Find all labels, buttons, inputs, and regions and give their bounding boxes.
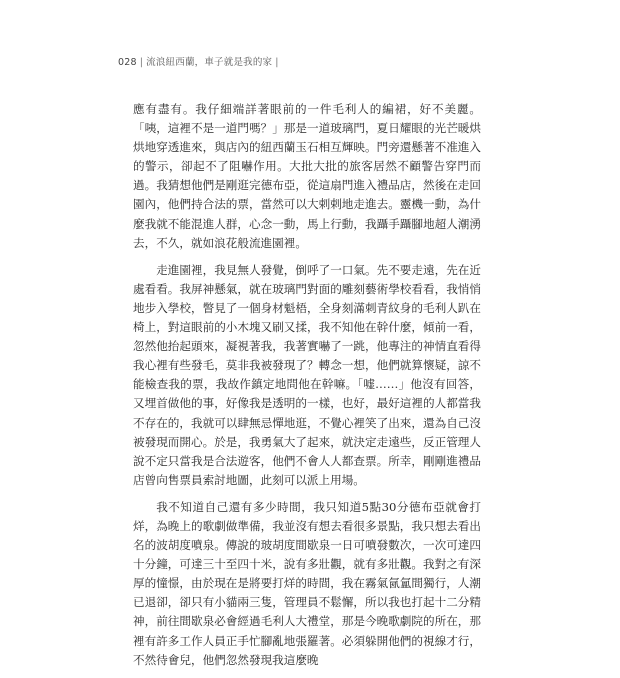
book-title: 流浪紐西蘭，車子就是我的家: [146, 57, 273, 68]
paragraph-3: 我不知道自己還有多少時間，我只知道5點30分德布亞就會打烊，為晚上的歌劇做準備，我並沒有想去看很多景點，我只想去看出名的波胡度噴泉。傳說的玻胡度間歇泉一日可噴發數次，一次可達四十分鐘，可達三十至四十米，說有多壯觀，就有多壯觀。我對之有深厚的憧憬，由於現在是將要打烊的時間，我在霧氣氤氳間獨行，人潮已退卻，卻只有小貓兩三隻，管理員不鬆懈，所以我也打起十二分精神，前往間歇泉必會經過毛利人大禮堂，那是今晚歌劇院的所在，那裡有許多工作人員正手忙腳亂地張羅著。必須躲開他們的視線才行，不然待會兒，他們忽然發現我這麼晚: [133, 499, 481, 667]
paragraph-1: 應有盡有。我仔細端詳著眼前的一件毛利人的編裙，好不美麗。「咦，這裡不是一道門嗎？」那是一道玻璃門，夏日耀眼的光芒暖烘烘地穿透進來，與店內的紐西蘭玉石相互輝映。門旁還懸著不准進入的警示，卻起不了阻嚇作用。大批大批的旅客居然不顧警告穿門而過。我猜想他們是剛逛完德布亞，從這扇門進入禮品店，然後在走回園內，他們持合法的票，當然可以大剌剌地走進去。靈機一動，為什麼我就不能混進人群，心念一動，馬上行動，我躡手躡腳地超人潮湧去，不久，就如浪花般流進園裡。: [133, 102, 481, 250]
header-trailing-mark: |: [275, 57, 279, 68]
paragraph-2: 走進園裡，我見無人發覺，倒呼了一口氣。先不要走遠，先在近處看看。我屏神懸氣，就在玻璃門對面的雕刻藝術學校看看，我悄悄地步入學校，瞥見了一個身材魁梧，全身刻滿刺青紋身的毛利人趴在椅上，對這眼前的小木塊又刷又揉，我不知他在幹什麼，傾前一看，忽然他抬起頭來，凝視著我，我著實嚇了一跳，他專注的神情直看得我心裡有些發毛，莫非我被發現了？轉念一想，他們就算懷疑，諒不能檢查我的票，我故作鎮定地問他在幹嘛。「嘘……」他沒有回答，又埋首做他的事，好像我是透明的一樣，也好，最好這裡的人都當我不存在的，我就可以肆無忌憚地逛，不覺心裡笑了出來，還為自己沒被發現而開心。於是，我勇氣大了起來，就決定走遠些，反正管理人說不定只當我是合法遊客，他們不會人人都查票。所幸，剛剛進禮品店曾向售票員索討地圖，此刻可以派上用場。: [133, 262, 481, 487]
header-separator: |: [139, 57, 144, 68]
page-number: 028: [118, 57, 137, 68]
body-text: [133, 100, 481, 678]
running-header: [118, 54, 282, 68]
